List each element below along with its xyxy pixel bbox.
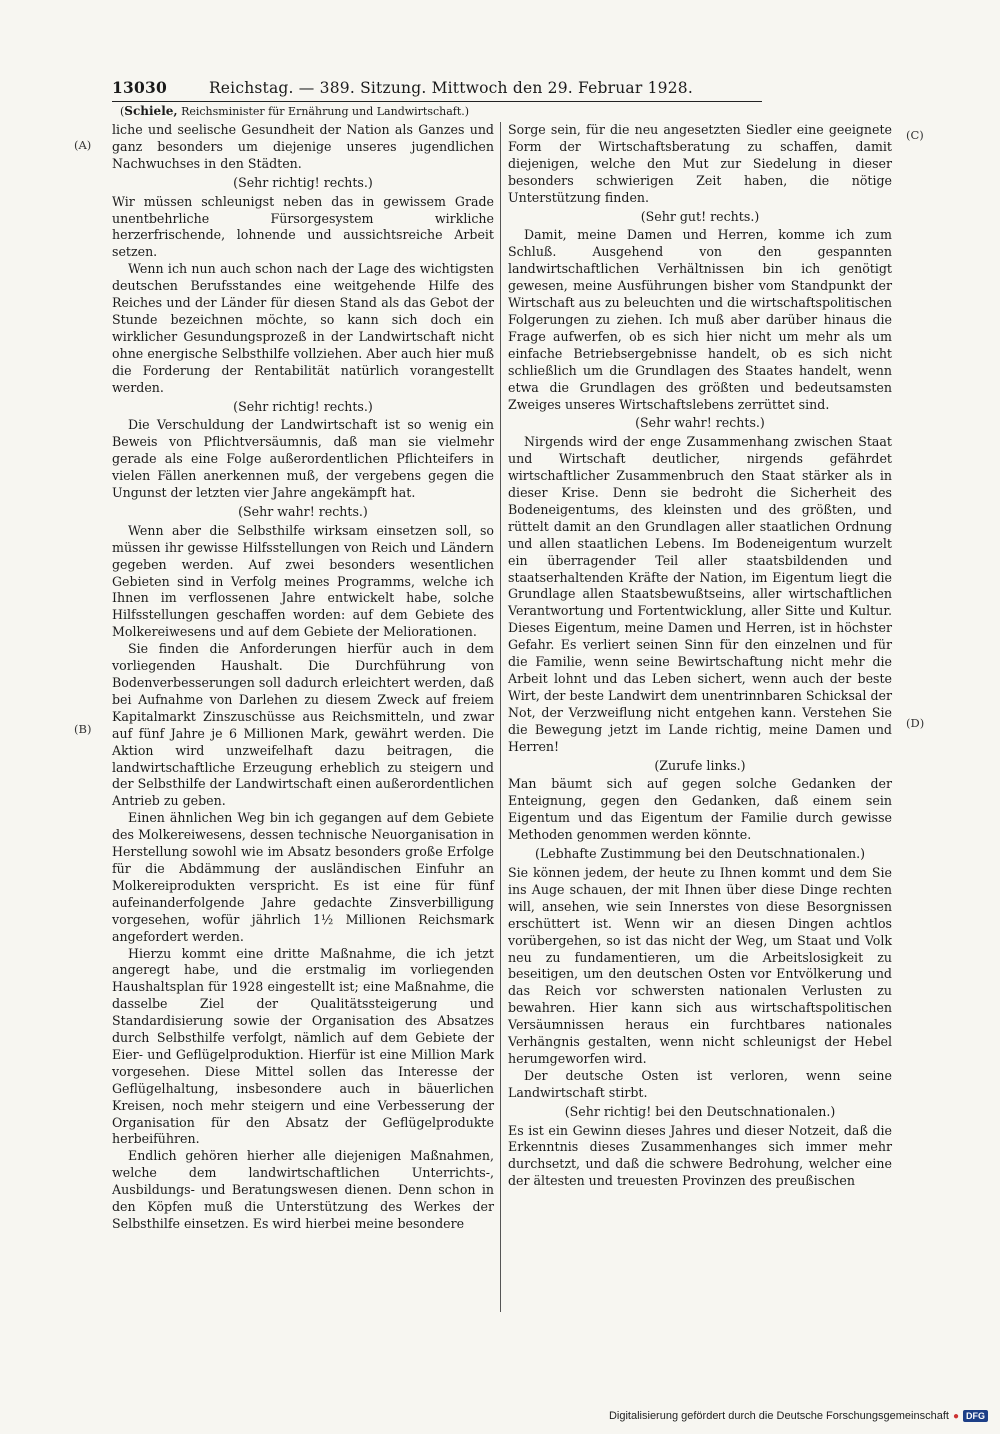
- paragraph: liche und seelische Gesundheit der Nation als Ganzes und ganz besonders um diejenige unseres jugendlichen Nachwuchses in den Städten.: [112, 122, 494, 171]
- margin-marker-c: (C): [906, 128, 924, 142]
- dfg-logo-icon: DFG: [963, 1410, 988, 1422]
- footer-text: Digitalisierung gefördert durch die Deutsche Forschungsgemeinschaft: [608, 1410, 949, 1422]
- paragraph: Endlich gehören hierher alle diejenigen Maßnahmen, welche dem landwirtschaftlichen Unterrichts-, Ausbildungs- und Beratungswesen dienen. Denn schon in den Köpfen muß die Unterstützung des Werkes der Selbsthilfe einsetzen. Es wird hierbei meine besondere: [112, 1148, 494, 1231]
- speaker-role: Reichsminister für Ernährung und Landwirtschaft.): [181, 105, 470, 118]
- paragraph: Hierzu kommt eine dritte Maßnahme, die ich jetzt angeregt habe, und die erstmalig im vorliegenden Haushaltsplan für 1928 eingestellt ist; eine Maßnahme, die dasselbe Ziel der Qualitätssteigerung und Standardisierung sowie der Organisation des Absatzes durch Selbsthilfe verfolgt, nämlich auf dem Gebiete der Eier- und Geflügelproduktion. Hierfür ist eine Million Mark vorgesehen. Diese Mittel sollen das Interesse der Geflügelhaltung, insbesondere auch in bäuerlichen Kreisen, noch mehr steigern und eine Verbesserung der Organisation für den Absatz der Geflügelprodukte herbeiführen.: [112, 945, 494, 1147]
- paragraph: Einen ähnlichen Weg bin ich gegangen auf dem Gebiete des Molkereiwesens, dessen technische Neuorganisation in Herstellung sowohl wie im Absatz besonders große Erfolge für die Abdämmung der ausländischen Einfuhr an Molkereiprodukten verspricht. Es ist eine für fünf aufeinanderfolgende Jahre gedachte Zinsverbilligung vorgesehen, wofür jährlich 1½ Millionen Reichsmark angefordert werden.: [112, 810, 494, 944]
- paragraph: Wenn aber die Selbsthilfe wirksam einsetzen soll, so müssen ihr gewisse Hilfsstellungen von Reich und Ländern gegeben werden. Auf zwei besonders wesentlichen Gebieten sind in Verfolg meines Programms, welche ich Ihnen im verflossenen Jahre entwickelt habe, solche Hilfsstellungen geschaffen worden: auf dem Gebiete des Molkereiwesens und auf dem Gebiete der Meliorationen.: [112, 522, 494, 640]
- paragraph: Sie können jedem, der heute zu Ihnen kommt und dem Sie ins Auge schauen, der mit Ihnen über diese Dinge rechten will, ansehen, wie sein Innerstes von diese Besorgnissen erschüttert ist. Wenn wir an diesen Dingen achtlos vorübergehen, so ist das nicht der Weg, um Staat und Volk neu zu fundamentieren, um die Arbeitslosigkeit zu beseitigen, um den deutschen Osten vor Entvölkerung und das Reich vor schwersten nationalen Verlusten zu bewahren. Hier kann sich aus wirtschaftspolitischen Versäumnissen heraus ein furchtbares nationales Verhängnis gestalten, wenn nicht schleunigst der Hebel herumgeworfen wird.: [508, 864, 892, 1066]
- page-number: 13030: [112, 78, 167, 97]
- dot-icon: ●: [952, 1410, 959, 1422]
- left-column: [112, 122, 494, 1233]
- header-rule: [112, 101, 762, 102]
- interjection: (Sehr wahr! rechts.): [635, 415, 765, 431]
- page-footer: [609, 1410, 988, 1422]
- paragraph: Nirgends wird der enge Zusammenhang zwischen Staat und Wirtschaft deutlicher, nirgends gefährdet wirtschaftlicher Zusammenbruch den Staat stärker als in dieser Krise. Denn sie bedroht die Sicherheit des Bodeneigentums, des kleinsten und des größten, und rüttelt damit an den Grundlagen aller staatlichen Ordnung und allen staatlichen Lebens. Im Bodeneigentum wurzelt ein überragender Teil aller staatsbildenden und staatserhaltenden Kräfte der Nation, im Eigentum liegt die Grundlage allen Staatsbewußtseins, aller wirtschaftlichen Verantwortung und Fortentwicklung, aller Sitte und Kultur. Dieses Eigentum, meine Damen und Herren, ist in höchster Gefahr. Es verliert seinen Sinn für den einzelnen und für die Familie, wenn seine Bewirtschaftung nicht mehr die Arbeit lohnt und das Leben sichert, wenn auch der beste Wirt, der beste Landwirt dem unentrinnbaren Schicksal der Not, der Verzweiflung nicht entgehen kann. Verstehen Sie die Bewegung jetzt im Lande richtig, meine Damen und Herren!: [508, 434, 892, 754]
- paragraph: Es ist ein Gewinn dieses Jahres und dieser Notzeit, daß die Erkenntnis dieses Zusammenhanges sich immer mehr durchsetzt, und daß die schwere Bedrohung, welcher eine der ältesten und treuesten Provinzen des preußischen: [508, 1122, 892, 1189]
- interjection: (Sehr wahr! rechts.): [238, 503, 368, 519]
- page-title: Reichstag. — 389. Sitzung. Mittwoch den 29. Februar 1928.: [208, 79, 693, 97]
- paragraph: Sorge sein, für die neu angesetzten Siedler eine geeignete Form der Wirtschaftsberatung zu schaffen, damit diejenigen, welche den Mut zur Siedelung in dieser besonders schwierigen Zeit haben, die nötige Unterstützung finden.: [508, 122, 892, 205]
- speaker-line: [120, 104, 500, 119]
- paragraph: Sie finden die Anforderungen hierfür auch in dem vorliegenden Haushalt. Die Durchführung von Bodenverbesserungen soll dadurch erleichtert werden, daß bei Aufnahme von Darlehen zu diesem Zweck auf freiem Kapitalmarkt Zinszuschüsse aus Reichsmitteln, und zwar auf fünf Jahre je 6 Millionen Mark, gewährt werden. Die Aktion wird unzweifelhaft dazu beitragen, die landwirtschaftliche Erzeugung erheblich zu steigern und der Selbsthilfe der Landwirtschaft einen außerordentlichen Antrieb zu geben.: [112, 641, 494, 809]
- speaker-name: Schiele,: [124, 104, 178, 118]
- margin-marker-d: (D): [906, 716, 925, 730]
- column-divider: [500, 122, 501, 1312]
- interjection: (Zurufe links.): [654, 757, 746, 773]
- paragraph: Wir müssen schleunigst neben das in gewissem Grade unentbehrliche Fürsorgesystem wirkliche herzerfrischende, lohnende und aussichtsreiche Arbeit setzen.: [112, 193, 494, 260]
- margin-marker-b: (B): [74, 722, 92, 736]
- margin-marker-a: (A): [74, 138, 92, 152]
- paragraph: Der deutsche Osten ist verloren, wenn seine Landwirtschaft stirbt.: [508, 1067, 892, 1100]
- right-column: [508, 122, 892, 1190]
- interjection: (Lebhafte Zustimmung bei den Deutschnationalen.): [534, 846, 866, 862]
- paragraph: Die Verschuldung der Landwirtschaft ist so wenig ein Beweis von Pflichtversäumnis, daß man sie vielmehr gerade als eine Folge außerordentlichen Pflichteifers in vielen Fällen anerkennen muß, der vergebens gegen die Ungunst der letzten vier Jahre angekämpft hat.: [112, 417, 494, 501]
- interjection: (Sehr richtig! rechts.): [233, 174, 373, 190]
- paragraph: Damit, meine Damen und Herren, komme ich zum Schluß. Ausgehend von den gespannten landwirtschaftlichen Verhältnissen bin ich genötigt gewesen, meine Ausführungen bisher vom Standpunkt der Wirtschaft aus zu beleuchten und die wirtschaftspolitischen Folgerungen zu ziehen. Ich muß aber darüber hinaus die Frage aufwerfen, ob es sich hier nicht um mehr als um einfache Betriebsergebnisse handelt, ob es sich nicht schließlich um die Grundlagen des Staates handelt, wenn etwa die Grundlagen des größten und bedeutsamsten Zweiges unseres Wirtschaftslebens zerrüttet sind.: [508, 227, 892, 412]
- paragraph: Wenn ich nun auch schon nach der Lage des wichtigsten deutschen Berufsstandes eine weitgehende Hilfe des Reiches und der Länder für diesen Stand als das Gebot der Stunde bezeichnen möchte, so kann sich doch ein wirklicher Gesundungsprozeß in der Landwirtschaft nicht ohne energische Selbsthilfe vollziehen. Aber auch hier muß die Forderung der Rentabilität natürlich vorangestellt werden.: [112, 261, 494, 395]
- page-header: [112, 78, 762, 100]
- interjection: (Sehr richtig! bei den Deutschnationalen.): [564, 1103, 836, 1119]
- interjection: (Sehr richtig! rechts.): [233, 398, 373, 414]
- paragraph: Man bäumt sich auf gegen solche Gedanken der Enteignung, gegen den Gedanken, daß einem sein Eigentum und das Eigentum der Familie durch gewisse Methoden genommen werden könnte.: [508, 776, 892, 843]
- speaker-open-paren: (: [120, 105, 125, 118]
- interjection: (Sehr gut! rechts.): [640, 208, 760, 224]
